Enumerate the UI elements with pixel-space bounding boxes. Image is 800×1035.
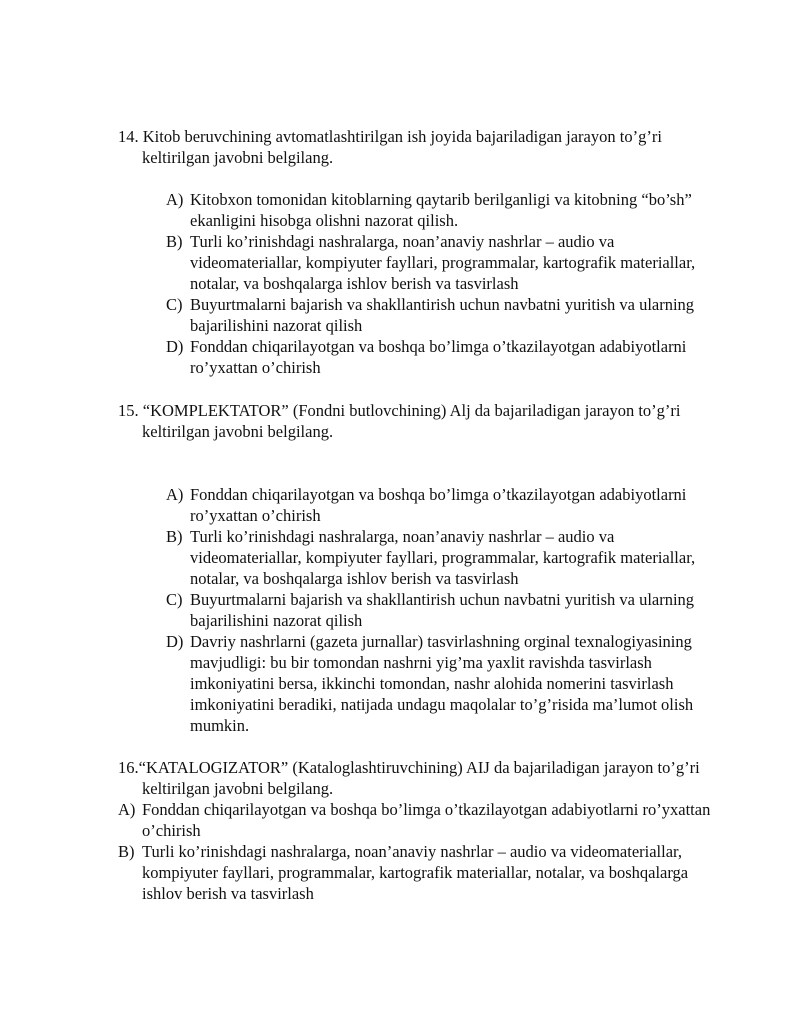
option-letter: B) <box>166 232 183 251</box>
option-b <box>166 526 706 589</box>
question-15-options <box>166 484 706 736</box>
option-text: Turli ko’rinishdagi nashralarga, noan’anaviy nashrlar – audio va videomateriallar, kompiyuter fayllari, programmalar, kartografik materiallar, notalar, va boshqalarga ishlov berish va tasvirlash <box>190 232 696 293</box>
option-d <box>166 631 706 736</box>
option-letter: C) <box>166 590 183 609</box>
option-c <box>166 294 706 336</box>
option-text: Fonddan chiqarilayotgan va boshqa bo’limga o’tkazilayotgan adabiyotlarni ro’yxattan o’chirish <box>142 800 711 840</box>
option-letter: A) <box>166 485 184 504</box>
option-text: Turli ko’rinishdagi nashralarga, noan’anaviy nashrlar – audio va videomateriallar, kompiyuter fayllari, programmalar, kartografik materiallar, notalar, va boshqalarga ishlov berish va tasvirlash <box>142 842 689 903</box>
question-text: 15. “KOMPLEKTATOR” (Fondni butlovchining) Alj da bajariladigan jarayon to’g’ri keltirilgan javobni belgilang. <box>118 401 681 441</box>
option-a <box>166 484 706 526</box>
option-letter: B) <box>166 527 183 546</box>
question-text: 16.“KATALOGIZATOR” (Kataloglashtiruvchining) AIJ da bajariladigan jarayon to’g’ri keltirilgan javobni belgilang. <box>118 758 700 798</box>
option-letter: A) <box>166 190 184 209</box>
option-c <box>166 589 706 631</box>
option-text: Buyurtmalarni bajarish va shakllantirish uchun navbatni yuritish va ularning bajarilishini nazorat qilish <box>190 590 695 630</box>
question-15 <box>118 400 718 442</box>
option-d <box>166 336 706 378</box>
option-text: Fonddan chiqarilayotgan va boshqa bo’limga o’tkazilayotgan adabiyotlarni ro’yxattan o’chirish <box>190 337 687 377</box>
option-letter: B) <box>118 842 135 861</box>
option-text: Davriy nashrlarni (gazeta jurnallar) tasvirlashning orginal texnalogiyasining mavjudligi: bu bir tomondan nashrni yig’ma yaxlit ravishda tasvirlash imkoniyatini bersa, ikkinchi tomondan, nashr alohida nomerini tasvirlash imkoniyatini beradiki, natijada undagu maqolalar to’g’risida ma’lumot olish mumkin. <box>190 632 694 735</box>
option-b <box>118 841 718 904</box>
option-letter: C) <box>166 295 183 314</box>
option-text: Fonddan chiqarilayotgan va boshqa bo’limga o’tkazilayotgan adabiyotlarni ro’yxattan o’chirish <box>190 485 687 525</box>
question-16 <box>118 757 718 799</box>
question-16-options <box>118 799 718 904</box>
option-a <box>118 799 718 841</box>
question-14 <box>118 126 718 168</box>
option-text: Turli ko’rinishdagi nashralarga, noan’anaviy nashrlar – audio va videomateriallar, kompiyuter fayllari, programmalar, kartografik materiallar, notalar, va boshqalarga ishlov berish va tasvirlash <box>190 527 696 588</box>
option-letter: A) <box>118 800 136 819</box>
option-letter: D) <box>166 632 184 651</box>
question-text: 14. Kitob beruvchining avtomatlashtirilgan ish joyida bajariladigan jarayon to’g’ri keltirilgan javobni belgilang. <box>118 127 662 167</box>
option-letter: D) <box>166 337 184 356</box>
option-b <box>166 231 706 294</box>
option-text: Buyurtmalarni bajarish va shakllantirish uchun navbatni yuritish va ularning bajarilishini nazorat qilish <box>190 295 695 335</box>
option-text: Kitobxon tomonidan kitoblarning qaytarib berilganligi va kitobning “bo’sh” ekanligini hisobga olishni nazorat qilish. <box>190 190 692 230</box>
option-a <box>166 189 706 231</box>
question-14-options <box>166 189 706 378</box>
